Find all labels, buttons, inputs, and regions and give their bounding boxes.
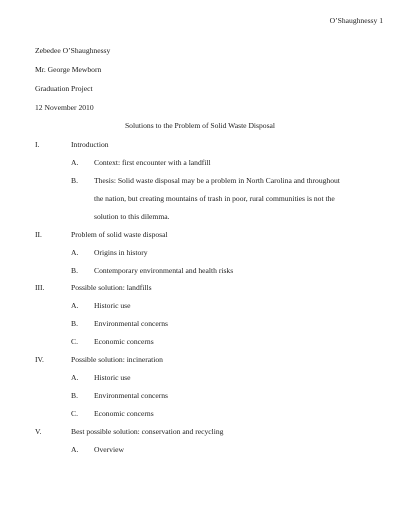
outline-item-1b-line2: the nation, but creating mountains of trash in poor, rural communities is not the [94, 194, 335, 203]
outline-item-2b: Contemporary environmental and health risks [94, 266, 234, 275]
outline-item-1a: Context: first encounter with a landfill [94, 158, 211, 167]
outline-item-1b-line1: Thesis: Solid waste disposal may be a problem in North Carolina and throughout [94, 176, 340, 185]
outline-item-2a: Origins in history [94, 248, 148, 257]
outline-item-5a: Overview [94, 445, 124, 454]
document-title: Solutions to the Problem of Solid Waste Disposal [124, 121, 276, 130]
outline-letter-3b: B. [71, 319, 78, 328]
outline-letter-4c: C. [71, 409, 78, 418]
outline-letter-2b: B. [71, 266, 78, 275]
outline-item-3b: Environmental concerns [94, 319, 169, 328]
outline-item-5: Best possible solution: conservation and recycling [71, 427, 224, 436]
outline-item-3c: Economic concerns [94, 337, 154, 346]
outline-item-3a: Historic use [94, 301, 131, 310]
outline-numeral-4: IV. [35, 355, 44, 364]
heading-student: Zebedee O’Shaughnessy [35, 46, 111, 55]
outline-letter-4b: B. [71, 391, 78, 400]
outline-letter-3a: A. [71, 301, 79, 310]
outline-letter-2a: A. [71, 248, 79, 257]
outline-item-1: Introduction [71, 140, 109, 149]
heading-teacher: Mr. George Mewborn [35, 65, 102, 74]
outline-letter-1a: A. [71, 158, 79, 167]
outline-numeral-1: I. [35, 140, 40, 149]
heading-course: Graduation Project [35, 84, 93, 93]
heading-date: 12 November 2010 [35, 103, 94, 112]
outline-letter-4a: A. [71, 373, 79, 382]
outline-numeral-5: V. [35, 427, 42, 436]
outline-item-3: Possible solution: landfills [71, 283, 152, 292]
outline-item-4c: Economic concerns [94, 409, 154, 418]
outline-letter-1b: B. [71, 176, 78, 185]
outline-item-2: Problem of solid waste disposal [71, 230, 168, 239]
outline-letter-3c: C. [71, 337, 78, 346]
running-head: O’Shaughnessy 1 [329, 16, 383, 25]
outline-item-4b: Environmental concerns [94, 391, 169, 400]
outline-item-4: Possible solution: incineration [71, 355, 163, 364]
outline-numeral-2: II. [35, 230, 42, 239]
outline-letter-5a: A. [71, 445, 79, 454]
outline-item-4a: Historic use [94, 373, 131, 382]
outline-numeral-3: III. [35, 283, 45, 292]
outline-item-1b-line3: solution to this dilemma. [94, 212, 170, 221]
